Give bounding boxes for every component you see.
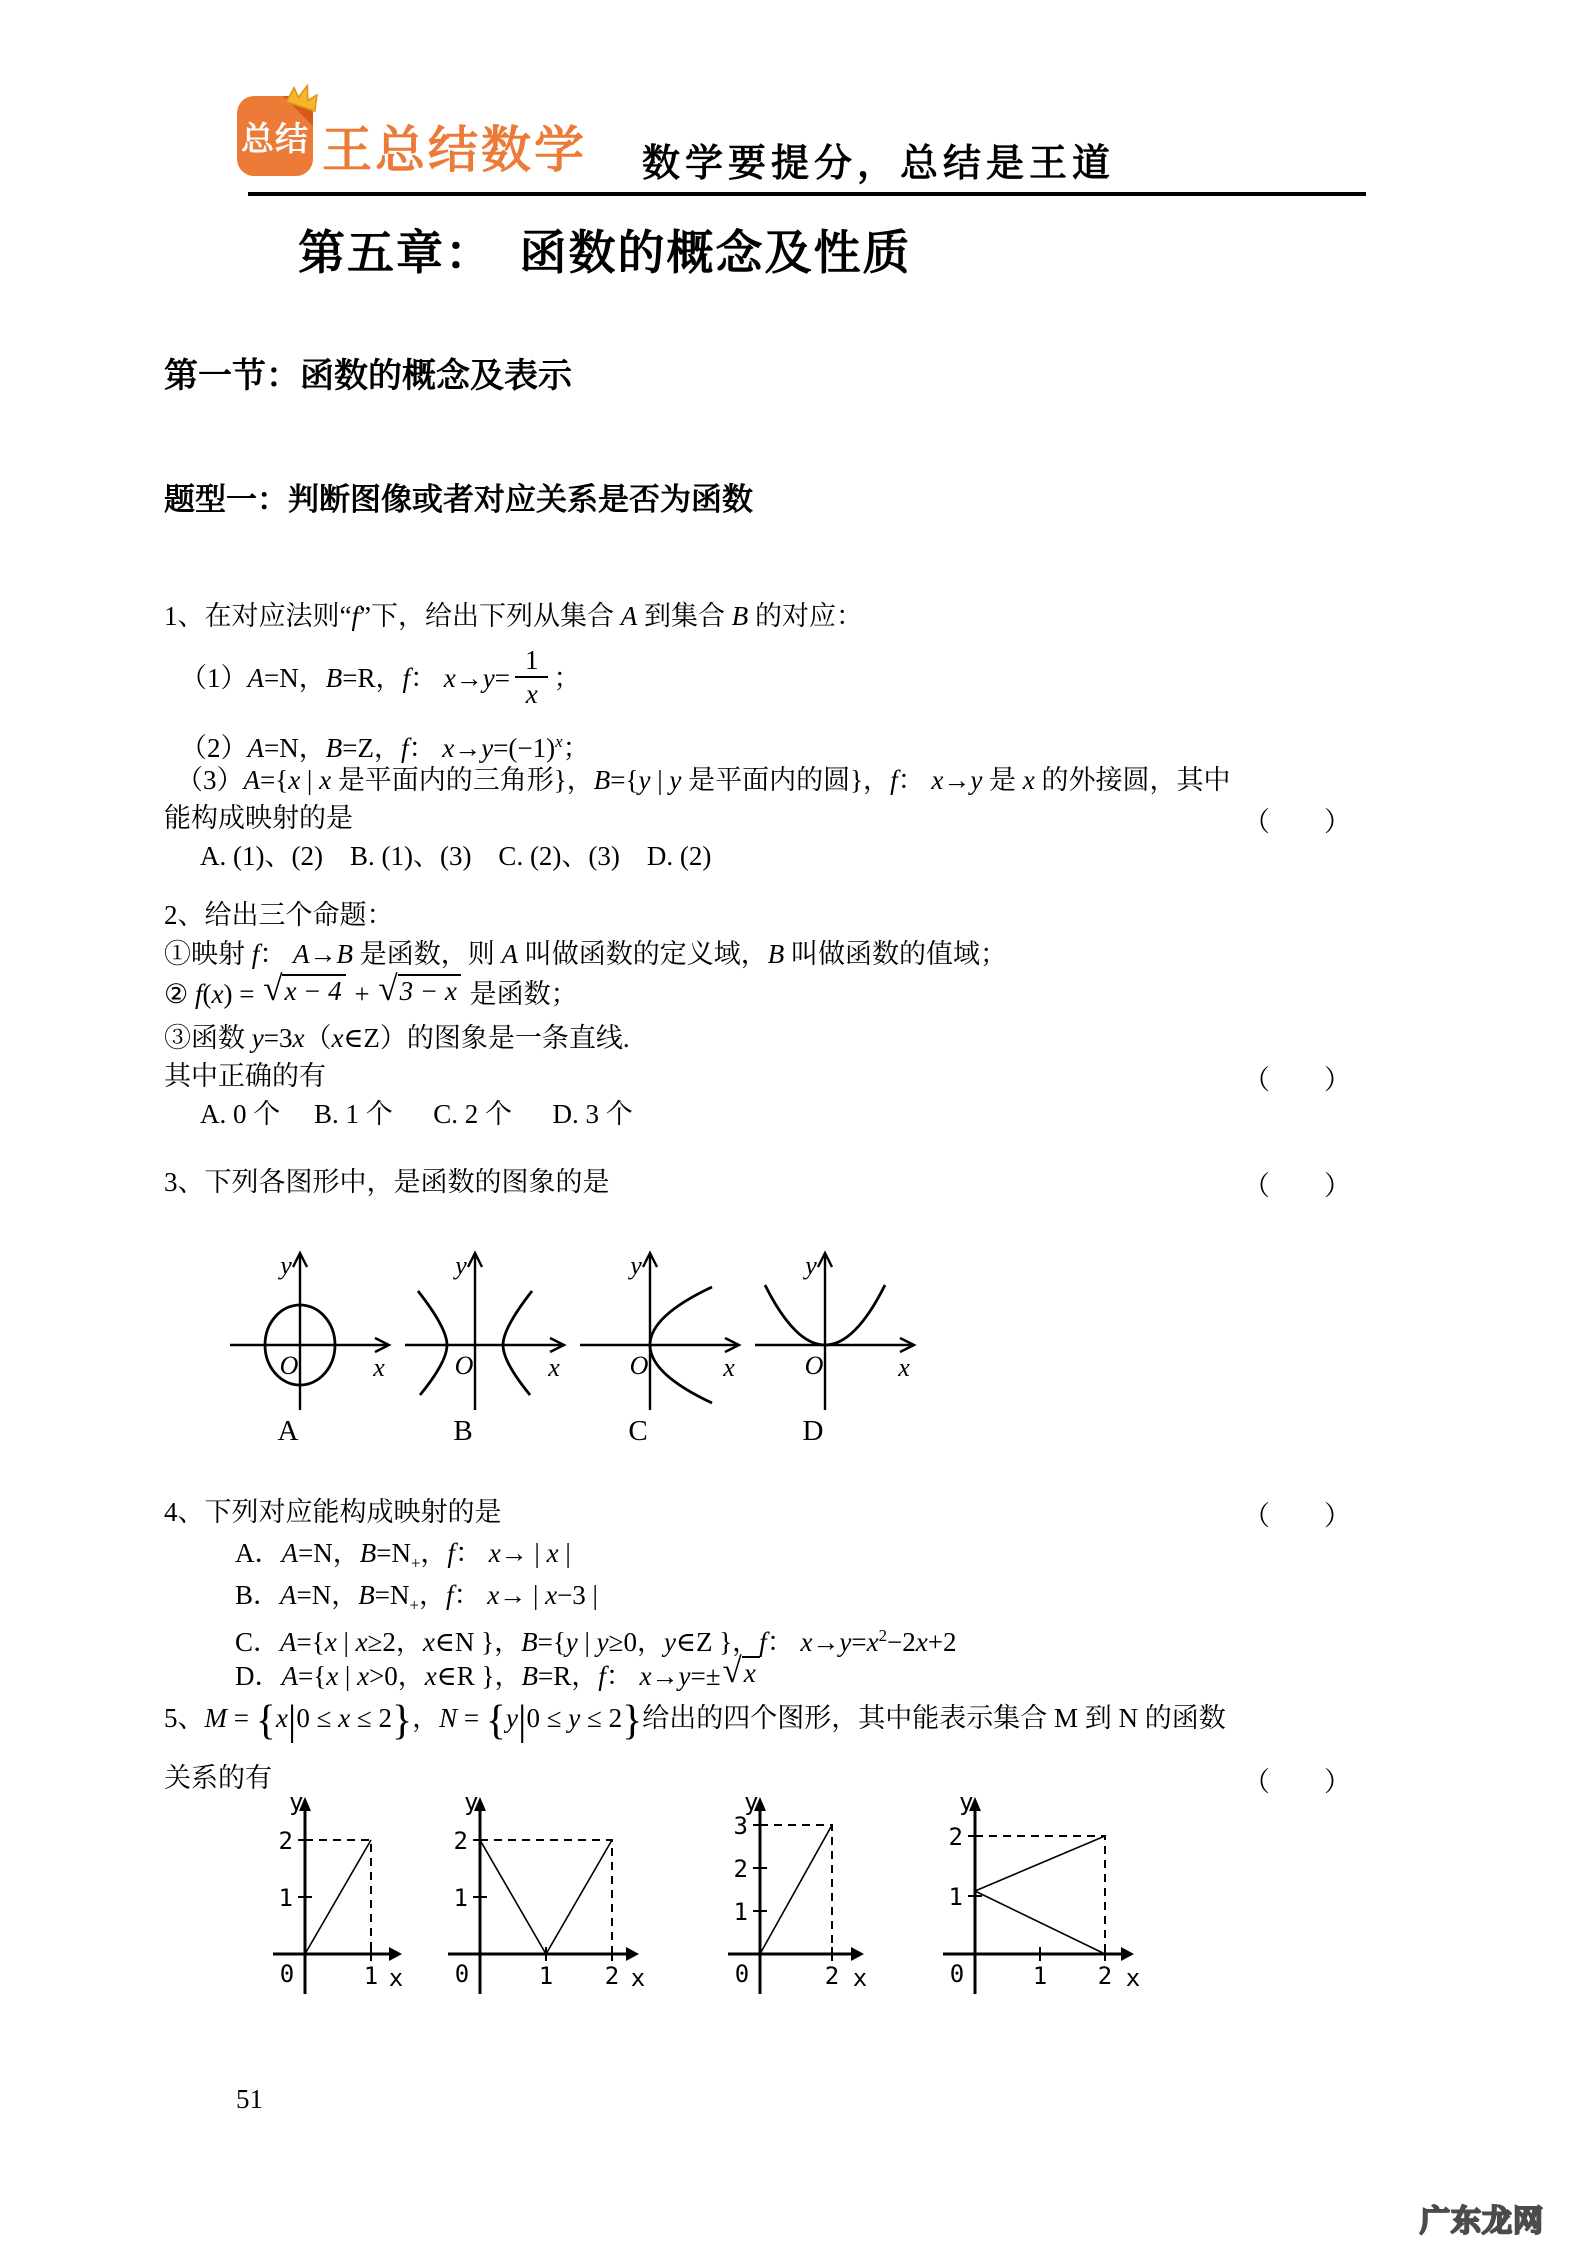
q4-option-a: A．A=N，$B=N_+$，f： x→ | x | xyxy=(235,1538,571,1573)
y-tick-label: 2 xyxy=(948,1823,963,1851)
y-axis-label: y xyxy=(630,1251,642,1280)
y-axis-label: y xyxy=(744,1788,759,1816)
x-axis-arrow-icon xyxy=(851,1947,864,1961)
y-axis-label: y xyxy=(805,1251,817,1280)
q2-ask: 其中正确的有 xyxy=(164,1061,326,1091)
q4-option-b: B．A=N，$B=N_+$，f： x→ | x−3 | xyxy=(235,1580,598,1615)
q3-graph-c xyxy=(578,1238,758,1453)
q1-item-2: （2）A=N，B=Z，f： $x\to y=(-1)^x$； xyxy=(180,732,590,763)
y-tick-label: 1 xyxy=(278,1884,293,1912)
x-tick-label: 2 xyxy=(1097,1962,1113,1990)
dashed-guides xyxy=(975,1836,1105,1954)
section-title: 第一节：函数的概念及表示 xyxy=(164,357,572,395)
x-axis-arrow-icon xyxy=(389,1947,402,1961)
q1-options: A. (1)、(2) B. (1)、(3) C. (2)、(3) D. (2) xyxy=(200,841,712,871)
x-tick-label: 2 xyxy=(604,1962,620,1990)
origin-label: 0 xyxy=(279,1960,295,1988)
y-axis-label: y xyxy=(464,1788,479,1816)
function-lower-segment xyxy=(975,1891,1105,1954)
q5-graph-3 xyxy=(720,1788,935,2029)
q5-graph-2 xyxy=(440,1788,655,2029)
origin-label: 0 xyxy=(734,1960,750,1988)
q2-options: A. 0 个 B. 1 个 C. 2 个 D. 3 个 xyxy=(200,1099,633,1129)
question-5-line-2: 关系的有 xyxy=(164,1763,272,1793)
y-tick-label: 2 xyxy=(733,1855,748,1883)
question-3-text: 3、下列各图形中，是函数的图象的是 xyxy=(164,1167,610,1197)
function-upper-segment xyxy=(975,1836,1105,1891)
q3-graph-a xyxy=(228,1238,408,1453)
topic-title: 题型一：判断图像或者对应关系是否为函数 xyxy=(164,482,753,517)
x-tick-label: 1 xyxy=(538,1962,554,1990)
radical: √ x xyxy=(723,1656,760,1691)
x-axis-arrow-icon xyxy=(626,1947,639,1961)
function-segment xyxy=(305,1840,371,1954)
x-tick-label: 1 xyxy=(1032,1962,1048,1990)
function-segment xyxy=(760,1825,832,1954)
question-5-line-1: 5、M = {x|0 ≤ x ≤ 2}，N = {y|0 ≤ y ≤ 2}给出的四个图形，其中能表示集合 M 到 N 的函数 xyxy=(164,1698,1226,1744)
y-tick-label: 1 xyxy=(733,1898,748,1926)
q4-option-c: C．A={x | x≥2，x∈N }，B={y | y≥0，y∈Z }，f： $x\to y=x^2-2x+2$ xyxy=(235,1626,957,1657)
origin-label: O xyxy=(279,1351,299,1380)
function-v-shape xyxy=(480,1840,612,1954)
brand-tagline: 数学要提分，总结是王道 xyxy=(642,143,1116,185)
q1-answer-blank: （ ） xyxy=(1243,807,1351,837)
q1-item-3-continued: 能构成映射的是 xyxy=(164,803,353,833)
q1-item-1: （1） A =N， B =R， f ： x → y = $\frac{1}{x}$ ； xyxy=(180,644,581,710)
question-2-intro: 2、给出三个命题： xyxy=(164,900,394,930)
q4-answer-blank: （ ） xyxy=(1243,1501,1351,1531)
x-axis-label: x xyxy=(852,1964,868,1992)
y-tick-label: 2 xyxy=(453,1827,468,1855)
graph-letter: C xyxy=(628,1415,648,1447)
origin-label: 0 xyxy=(949,1960,965,1988)
graph-letter: A xyxy=(277,1415,299,1447)
graph-letter: D xyxy=(802,1415,824,1447)
x-axis-label: x xyxy=(1125,1964,1141,1992)
x-axis-label: x xyxy=(373,1353,385,1382)
x-axis-label: x xyxy=(898,1353,910,1382)
dashed-guides xyxy=(480,1840,612,1954)
q3-graph-d xyxy=(753,1238,933,1453)
y-axis-label: y xyxy=(959,1788,974,1816)
fraction: $\frac{1}{x}$ xyxy=(515,645,549,711)
header-divider xyxy=(248,192,1366,196)
q4-option-d: D．A={x | x>0，x∈R }，B=R，f： x→y=± √ x xyxy=(235,1656,762,1702)
origin-label: O xyxy=(629,1351,649,1380)
x-axis-arrow-icon xyxy=(1121,1947,1134,1961)
q3-graph-b xyxy=(403,1238,583,1453)
question-1-intro: 1、在对应法则“f”下，给出下列从集合 A 到集合 B 的对应： xyxy=(164,601,863,631)
q1-item-3: （3）A={x | x 是平面内的三角形}，B={y | y 是平面内的圆}，f： x→y 是 x 的外接圆，其中 xyxy=(176,765,1231,795)
q2-proposition-3: ③函数 y=3x（x∈Z）的图象是一条直线. xyxy=(164,1023,630,1053)
q5-graph-4 xyxy=(935,1788,1150,2029)
y-tick-label: 1 xyxy=(453,1884,468,1912)
x-axis-label: x xyxy=(388,1964,404,1992)
question-4-text: 4、下列对应能构成映射的是 xyxy=(164,1497,502,1527)
badge-text: 总结 xyxy=(241,119,309,157)
x-tick-label: 2 xyxy=(824,1962,840,1990)
brand-logo-badge xyxy=(237,96,313,176)
brand-name: 王总结数学 xyxy=(322,122,587,178)
radical: √ 3 − x xyxy=(378,974,460,1009)
origin-label: 0 xyxy=(454,1960,470,1988)
hyperbola-right-branch xyxy=(503,1291,532,1395)
q2-proposition-2: ② f(x) = √ x − 4 + √ 3 − x 是函数； xyxy=(164,969,578,1009)
q3-answer-blank: （ ） xyxy=(1243,1171,1351,1201)
y-axis-label: y xyxy=(289,1788,304,1816)
page-number: 51 xyxy=(236,2084,263,2114)
x-axis-label: x xyxy=(723,1353,735,1382)
origin-label: O xyxy=(804,1351,824,1380)
q2-answer-blank: （ ） xyxy=(1243,1065,1351,1095)
q5-answer-blank: （ ） xyxy=(1243,1767,1351,1797)
y-tick-label: 2 xyxy=(278,1827,293,1855)
graph-letter: B xyxy=(453,1415,473,1447)
y-axis-label: y xyxy=(455,1251,467,1280)
watermark: 广东龙网 xyxy=(1420,2205,1544,2238)
origin-label: O xyxy=(454,1351,474,1380)
q2-proposition-1: ①映射 f： A→B 是函数，则 A 叫做函数的定义域，B 叫做函数的值域； xyxy=(164,939,1008,969)
x-axis-label: x xyxy=(548,1353,560,1382)
radical: √ x − 4 xyxy=(263,974,345,1009)
x-axis-label: x xyxy=(630,1964,646,1992)
y-tick-label: 1 xyxy=(948,1883,963,1911)
x-tick-label: 1 xyxy=(363,1962,379,1990)
hyperbola-left-branch xyxy=(418,1291,447,1395)
y-tick-label: 3 xyxy=(733,1812,748,1840)
y-axis-label: y xyxy=(280,1251,292,1280)
chapter-title: 第五章： 函数的概念及性质 xyxy=(298,228,912,280)
